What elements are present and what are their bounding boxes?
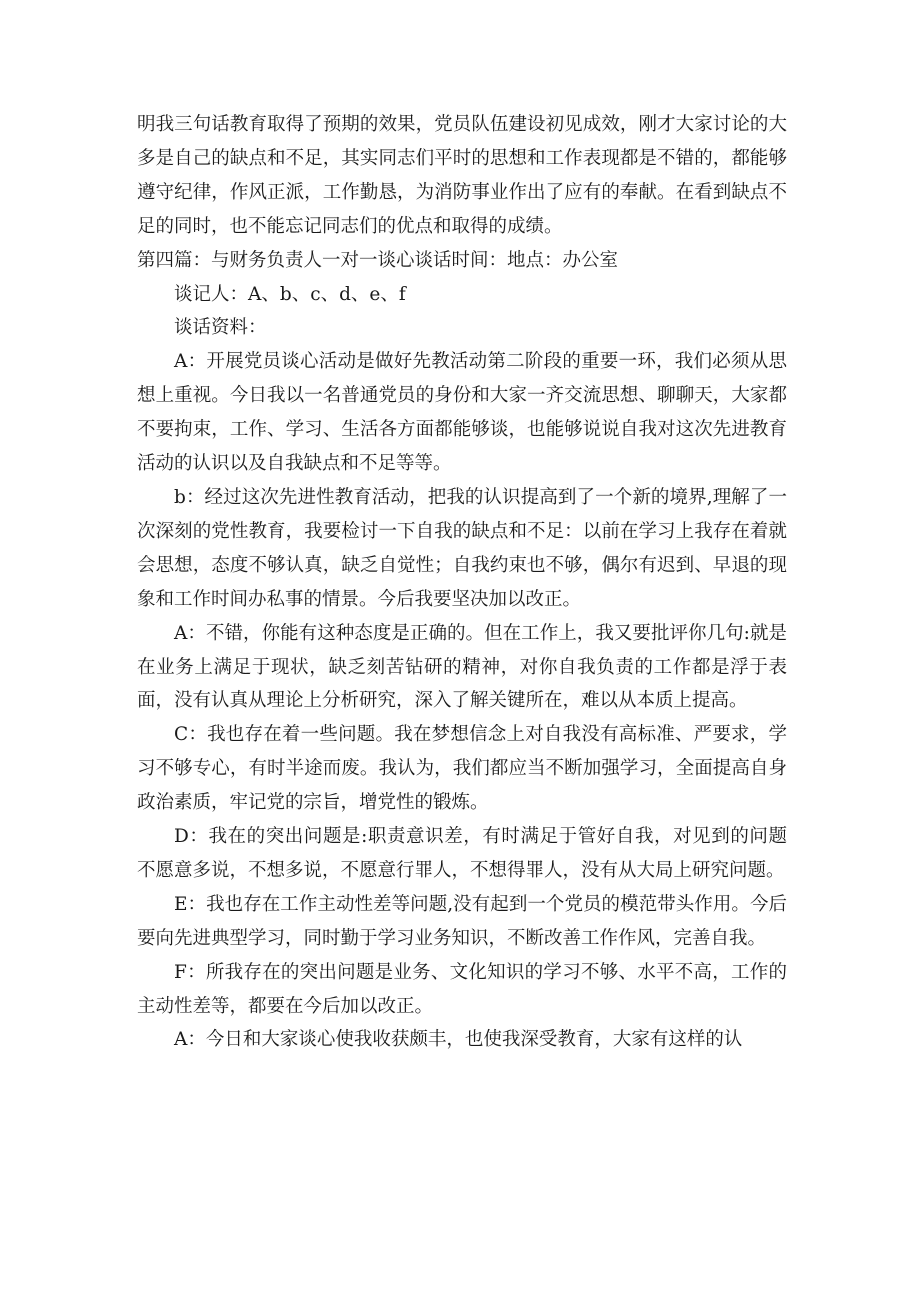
dialogue-paragraph: F：所我存在的突出问题是业务、文化知识的学习不够、水平不高，工作的主动性差等，都要在今后加以改正。 <box>137 961 787 1017</box>
document-body <box>137 108 787 1057</box>
participants-line: 谈记人：A、b、c、d、e、f <box>174 283 406 305</box>
content-label: 谈话资料： <box>174 317 267 339</box>
paragraph-continuation: 明我三句话教育取得了预期的效果，党员队伍建设初见成效，刚才大家讨论的大多是自己的缺点和不足，其实同志们平时的思想和工作表现都是不错的，都能够遵守纪律，作风正派，工作勤恳，为消防事业作出了应有的奉献。在看到缺点不足的同时，也不能忘记同志们的优点和取得的成绩。 <box>137 114 787 237</box>
dialogue-paragraph: b：经过这次先进性教育活动，把我的认识提高到了一个新的境界,理解了一次深刻的党性教育，我要检讨一下自我的缺点和不足：以前在学习上我存在着就会思想，态度不够认真，缺乏自觉性；自我约束也不够，偶尔有迟到、早退的现象和工作时间办私事的情景。今后我要坚决加以改正。 <box>137 486 787 610</box>
dialogue-paragraph: E：我也存在工作主动性差等问题,没有起到一个党员的模范带头作用。今后要向先进典型学习，同时勤于学习业务知识，不断改善工作作风，完善自我。 <box>137 893 787 949</box>
dialogue-paragraph: C：我也存在着一些问题。我在梦想信念上对自我没有高标准、严要求，学习不够专心，有时半途而废。我认为，我们都应当不断加强学习，全面提高自身政治素质，牢记党的宗旨，增党性的锻炼。 <box>137 724 787 814</box>
dialogue-paragraph: D：我在的突出问题是:职责意识差，有时满足于管好自我，对见到的问题不愿意多说，不想多说，不愿意行罪人，不想得罪人，没有从大局上研究问题。 <box>137 826 787 881</box>
dialogue-paragraph: A：不错，你能有这种态度是正确的。但在工作上，我又要批评你几句:就是在业务上满足于现状，缺乏刻苦钻研的精神，对你自我负责的工作都是浮于表面，没有认真从理论上分析研究，深入了解关键所在，难以从本质上提高。 <box>137 622 787 712</box>
section-heading: 第四篇：与财务负责人一对一谈心谈话时间：地点：办公室 <box>137 249 619 271</box>
dialogue-paragraph: A：开展党员谈心活动是做好先教活动第二阶段的重要一环，我们必须从思想上重视。今日我以一名普通党员的身份和大家一齐交流思想、聊聊天，大家都不要拘束，工作、学习、生活各方面都能够谈，也能够说说自我对这次先进教育活动的认识以及自我缺点和不足等等。 <box>137 351 787 475</box>
dialogue-paragraph: A：今日和大家谈心使我收获颇丰，也使我深受教育，大家有这样的认 <box>174 1029 743 1051</box>
